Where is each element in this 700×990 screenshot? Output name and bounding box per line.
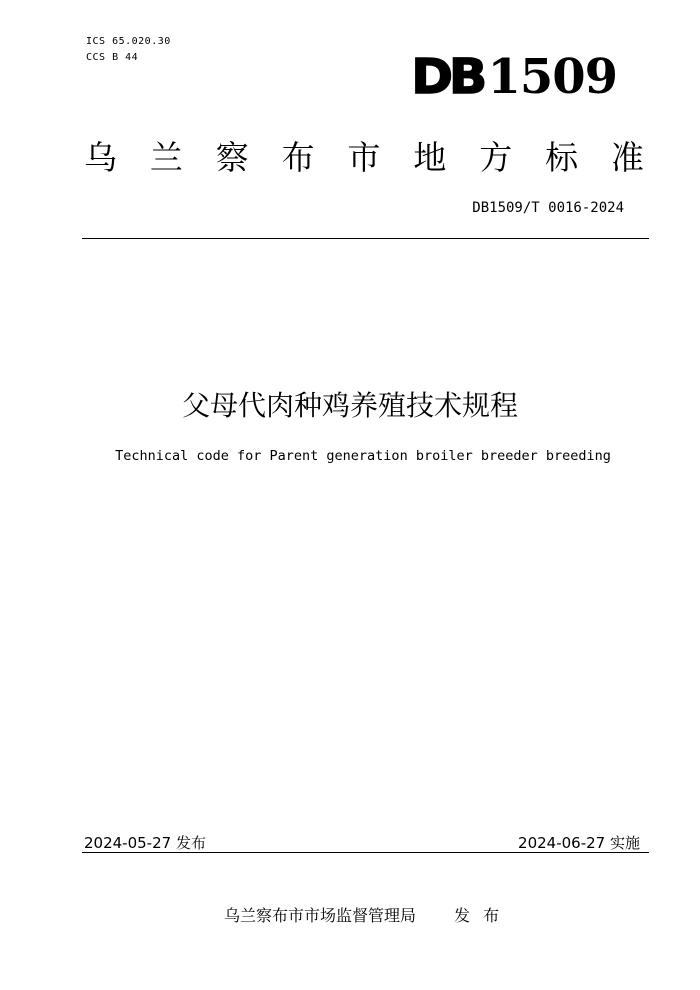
standard-type-char: 兰	[149, 138, 183, 177]
ccs-code: CCS B 44	[86, 52, 139, 63]
bottom-divider	[82, 852, 649, 853]
standard-type-char: 标	[545, 138, 579, 177]
standard-type-char: 布	[281, 138, 315, 177]
issuing-authority: 乌兰察布市市场监督管理局	[224, 906, 417, 925]
document-title-english: Technical code for Parent generation broiler breeder breeding	[115, 448, 611, 464]
document-title-chinese: 父母代肉种鸡养殖技术规程	[181, 389, 518, 422]
standard-type-char: 地	[413, 138, 447, 177]
publish-date: 2024-05-27 发布	[84, 834, 206, 852]
standard-type-char: 察	[215, 138, 249, 177]
issue-label: 发 布	[454, 906, 504, 925]
standard-type-char: 准	[611, 138, 644, 177]
standard-type-char: 方	[479, 138, 513, 177]
standard-type-char: 乌	[84, 138, 117, 177]
standard-type-char: 市	[347, 138, 381, 177]
logo-number: 1509	[487, 49, 618, 105]
ics-code: ICS 65.020.30	[86, 36, 171, 47]
db-logo	[411, 49, 618, 105]
standard-type-heading	[84, 138, 644, 178]
top-divider	[82, 238, 649, 239]
standard-number: DB1509/T 0016-2024	[472, 200, 624, 216]
logo-prefix: DB	[411, 49, 484, 105]
implement-date: 2024-06-27 实施	[518, 834, 640, 852]
